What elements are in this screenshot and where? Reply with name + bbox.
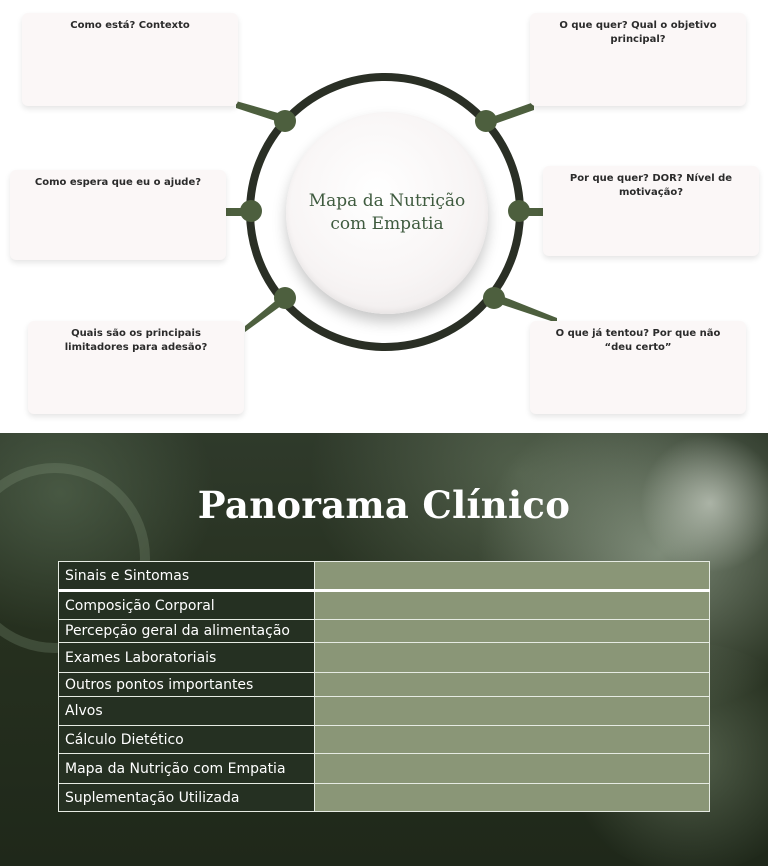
- row-value[interactable]: [315, 643, 710, 673]
- card-help: [10, 170, 226, 260]
- table-row: [59, 726, 710, 754]
- node-pain: [508, 200, 530, 222]
- card-goal-text: O que quer? Qual o objetivo principal?: [559, 20, 717, 45]
- row-value[interactable]: [315, 620, 710, 643]
- node-help: [240, 200, 262, 222]
- row-label: Mapa da Nutrição com Empatia: [59, 754, 315, 784]
- table-row: [59, 754, 710, 784]
- card-help-text: Como espera que eu o ajude?: [34, 177, 202, 188]
- node-limits: [274, 287, 296, 309]
- panel-title: Panorama Clínico: [197, 483, 571, 527]
- node-context: [274, 110, 296, 132]
- table-row: [59, 697, 710, 726]
- row-label: Exames Laboratoriais: [59, 643, 315, 673]
- row-label: Cálculo Dietético: [59, 726, 315, 754]
- row-value[interactable]: [315, 591, 710, 620]
- row-label: Sinais e Sintomas: [59, 562, 315, 591]
- row-label: Outros pontos importantes: [59, 673, 315, 697]
- card-goal: [530, 13, 746, 106]
- table-row: [59, 591, 710, 620]
- card-pain-text: Por que quer? DOR? Nível de motivação?: [569, 173, 733, 198]
- node-goal: [475, 110, 497, 132]
- card-context: [22, 13, 238, 106]
- table-row: [59, 784, 710, 812]
- hub-title: Mapa da Nutrição com Empatia: [308, 191, 466, 234]
- row-value[interactable]: [315, 562, 710, 591]
- row-label: Composição Corporal: [59, 591, 315, 620]
- card-limits-text: Quais são os principais limitadores para adesão?: [64, 328, 208, 353]
- table-row: [59, 562, 710, 591]
- row-value[interactable]: [315, 754, 710, 784]
- card-context-text: Como está? Contexto: [70, 20, 190, 31]
- table-row: [59, 673, 710, 697]
- row-value[interactable]: [315, 697, 710, 726]
- card-pain: [543, 166, 759, 256]
- hub-center: [286, 112, 488, 314]
- card-tried: [530, 321, 746, 414]
- clinical-table: [58, 561, 710, 812]
- clinical-panel-section: [0, 433, 768, 866]
- row-value[interactable]: [315, 726, 710, 754]
- row-label: Suplementação Utilizada: [59, 784, 315, 812]
- row-label: Percepção geral da alimentação: [59, 620, 315, 643]
- row-label: Alvos: [59, 697, 315, 726]
- table-row: [59, 643, 710, 673]
- card-limits: [28, 321, 244, 414]
- row-value[interactable]: [315, 673, 710, 697]
- node-tried: [483, 287, 505, 309]
- card-tried-text: O que já tentou? Por que não “deu certo”: [555, 328, 721, 353]
- row-value[interactable]: [315, 784, 710, 812]
- table-row: [59, 620, 710, 643]
